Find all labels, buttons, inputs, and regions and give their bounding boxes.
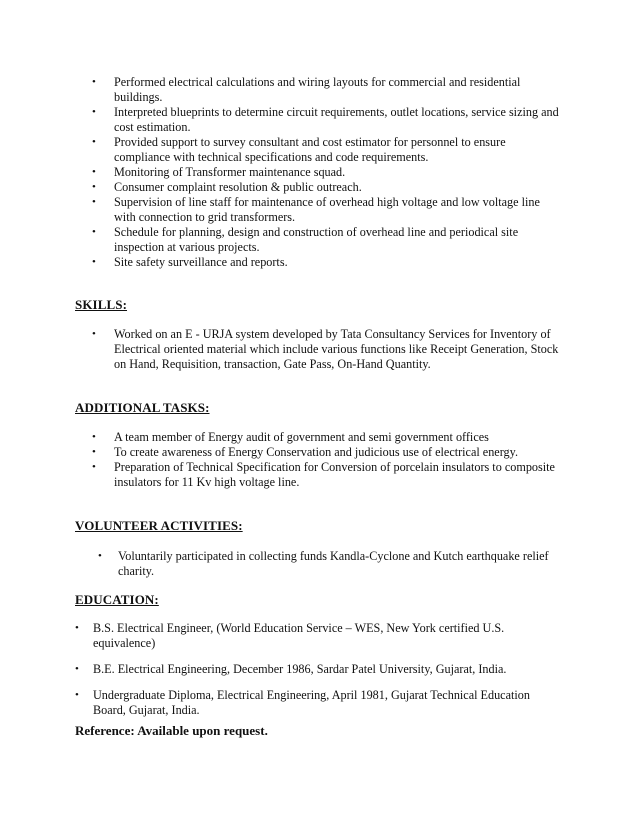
education-heading: EDUCATION: — [75, 592, 159, 607]
list-item: • Interpreted blueprints to determine circuit requirements, outlet locations, service sizing and cost estimation. — [92, 105, 559, 134]
volunteer-list — [98, 549, 568, 579]
list-item: • Schedule for planning, design and construction of overhead line and periodical site inspection at various projects. — [92, 225, 519, 254]
bullet-icon: • — [75, 689, 79, 701]
bullet-icon: • — [98, 550, 102, 562]
bullet-icon: • — [75, 622, 79, 634]
list-item: • Undergraduate Diploma, Electrical Engineering, April 1981, Gujarat Technical Education Board, Gujarat, India. — [75, 688, 530, 717]
list-item: • Supervision of line staff for maintenance of overhead high voltage and low voltage line with connection to grid transformers. — [92, 195, 540, 224]
bullet-icon: • — [75, 663, 79, 675]
list-item: • Consumer complaint resolution & public outreach. — [92, 180, 362, 194]
list-item: • Preparation of Technical Specification for Conversion of porcelain insulators to composite insulators for 11 Kv high voltage line. — [92, 460, 555, 489]
bullet-icon: • — [92, 181, 96, 193]
bullet-icon: • — [92, 166, 96, 178]
list-item: • Performed electrical calculations and wiring layouts for commercial and residential buildings. — [92, 75, 521, 104]
list-item: • Voluntarily participated in collecting funds Kandla-Cyclone and Kutch earthquake relief charity. — [98, 549, 549, 578]
bullet-icon: • — [92, 136, 96, 148]
list-item: • Monitoring of Transformer maintenance squad. — [92, 165, 346, 179]
bullet-icon: • — [92, 328, 96, 340]
list-item: • B.E. Electrical Engineering, December 1986, Sardar Patel University, Gujarat, India. — [75, 662, 507, 676]
list-item: • Provided support to survey consultant and cost estimator for personnel to ensure compliance with technical specifications and code requirements. — [92, 135, 506, 164]
list-item: • To create awareness of Energy Conservation and judicious use of electrical energy. — [92, 445, 519, 459]
education-list — [75, 621, 555, 729]
list-item: • Worked on an E - URJA system developed by Tata Consultancy Services for Inventory of Electrical oriented material which include various functions like Receipt Generation, Stock on Hand, Requisition, transaction, Gate Pass, On-Hand Quantity. — [92, 327, 559, 371]
list-item: • A team member of Energy audit of government and semi government offices — [92, 430, 489, 444]
bullet-icon: • — [92, 461, 96, 473]
skills-heading: SKILLS: — [75, 297, 128, 312]
additional-tasks-list — [92, 430, 562, 490]
bullet-icon: • — [92, 226, 96, 238]
bullet-icon: • — [92, 196, 96, 208]
volunteer-heading: VOLUNTEER ACTIVITIES: — [75, 518, 243, 533]
list-item: • Site safety surveillance and reports. — [92, 255, 288, 269]
bullet-icon: • — [92, 256, 96, 268]
skills-list — [92, 327, 562, 372]
bullet-icon: • — [92, 446, 96, 458]
bullet-icon: • — [92, 106, 96, 118]
bullet-icon: • — [92, 431, 96, 443]
experience-list — [92, 75, 562, 270]
reference-line: Reference: Available upon request. — [75, 723, 268, 738]
list-item: • B.S. Electrical Engineer, (World Education Service – WES, New York certified U.S. equivalence) — [75, 621, 505, 650]
bullet-icon: • — [92, 76, 96, 88]
additional-tasks-heading: ADDITIONAL TASKS: — [75, 400, 210, 415]
